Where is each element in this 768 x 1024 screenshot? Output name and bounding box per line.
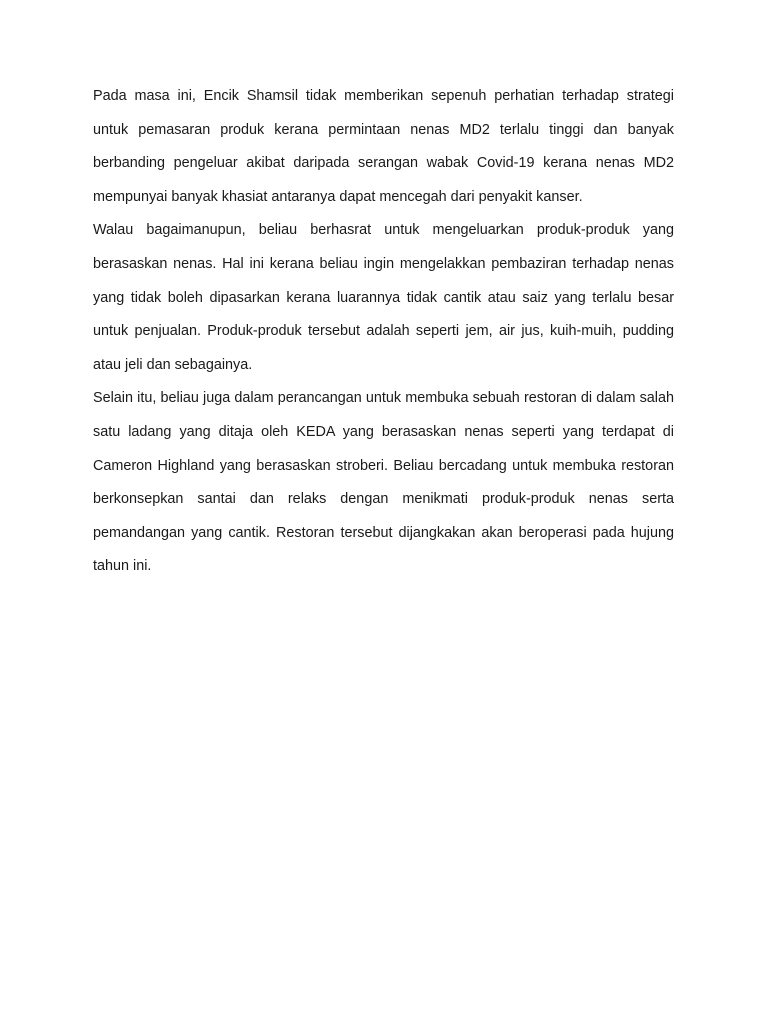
paragraph-3: Selain itu, beliau juga dalam perancangan untuk membuka sebuah restoran di dalam salah satu ladang yang ditaja oleh KEDA yang berasaskan nenas seperti yang terdapat di Cameron Highland yang berasaskan stroberi. Beliau bercadang untuk membuka restoran berkonsepkan santai dan relaks dengan menikmati produk-produk nenas serta pemandangan yang cantik. Restoran tersebut dijangkakan akan beroperasi pada hujung tahun ini.: [93, 390, 674, 575]
paragraph-2: Walau bagaimanupun, beliau berhasrat untuk mengeluarkan produk-produk yang berasaskan nenas. Hal ini kerana beliau ingin mengelakkan pembaziran terhadap nenas yang tidak boleh dipasarkan kerana luarannya tidak cantik atau saiz yang terlalu besar untuk penjualan. Produk-produk tersebut adalah seperti jem, air jus, kuih-muih, pudding atau jeli dan sebagainya.: [93, 222, 674, 373]
paragraph-1: Pada masa ini, Encik Shamsil tidak memberikan sepenuh perhatian terhadap strategi untuk pemasaran produk kerana permintaan nenas MD2 terlalu tinggi dan banyak berbanding pengeluar akibat daripada serangan wabak Covid-19 kerana nenas MD2 mempunyai banyak khasiat antaranya dapat mencegah dari penyakit kanser.: [93, 88, 674, 205]
document-body: [93, 80, 674, 584]
